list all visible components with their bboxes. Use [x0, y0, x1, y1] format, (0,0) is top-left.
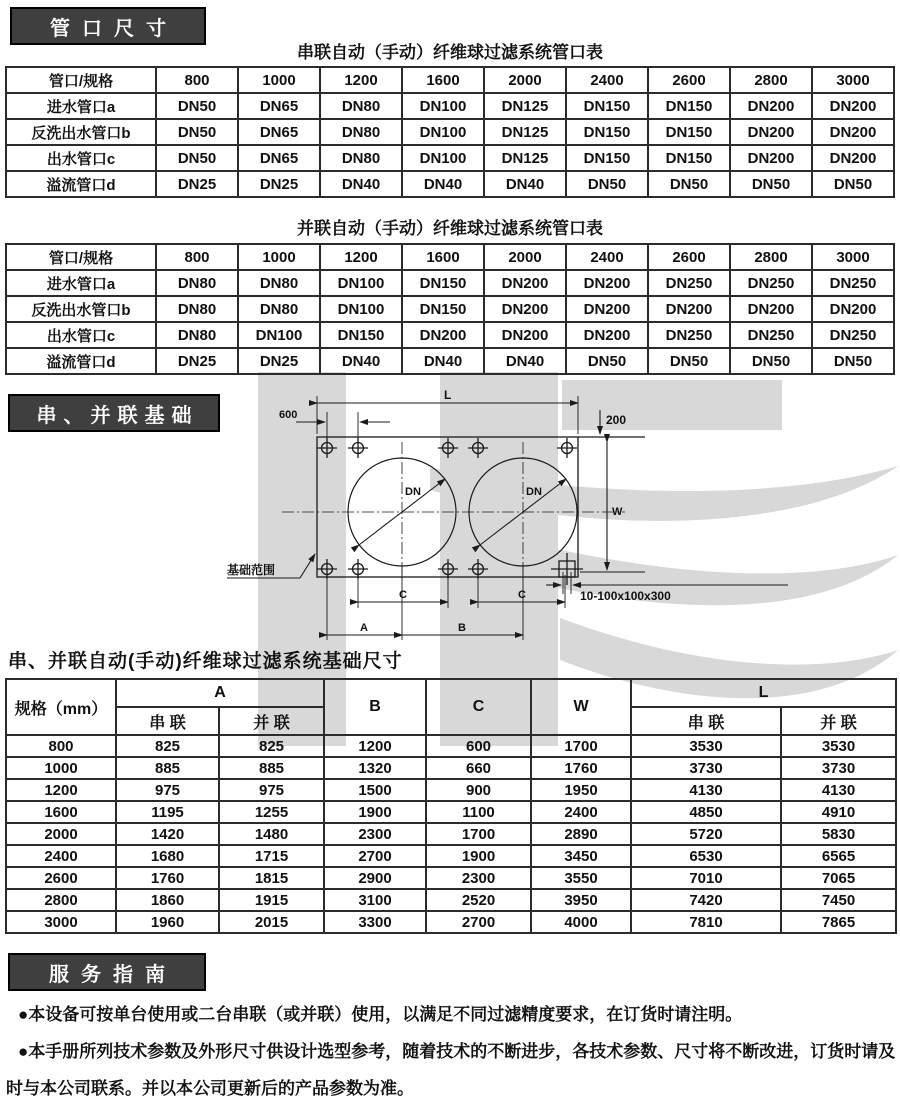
table-cell: DN250: [812, 322, 894, 348]
table-row: [6, 779, 896, 801]
section-badge-service-guide: 服务指南: [8, 953, 206, 991]
table-cell: 1915: [219, 889, 324, 911]
table-cell: 1715: [219, 845, 324, 867]
table-cell: 1100: [426, 801, 531, 823]
table-cell: 2300: [324, 823, 426, 845]
table-row: [6, 296, 894, 322]
table-cell: 975: [116, 779, 219, 801]
dim-label-W: W: [612, 506, 623, 518]
table-cell: DN150: [402, 296, 484, 322]
table-cell: DN250: [730, 322, 812, 348]
table-cell: DN150: [566, 145, 648, 171]
table-cell: 1200: [6, 779, 116, 801]
table-cell: 4000: [531, 911, 631, 933]
table-cell: DN40: [402, 348, 484, 374]
table-row: [6, 244, 894, 270]
foundation-outline: [317, 437, 645, 577]
table-cell: DN50: [648, 171, 730, 197]
table-cell: 1900: [324, 801, 426, 823]
table-row: [6, 757, 896, 779]
table-cell: 3300: [324, 911, 426, 933]
table-cell: DN80: [156, 270, 238, 296]
anchor-note-label: 10-100x100x300: [580, 589, 671, 603]
table-cell: DN150: [648, 119, 730, 145]
table-cell: 1255: [219, 801, 324, 823]
table-cell: DN50: [648, 348, 730, 374]
col-c: C: [426, 679, 531, 735]
table-cell: DN100: [238, 322, 320, 348]
table-cell: 出水管口c: [6, 145, 156, 171]
table-cell: 2520: [426, 889, 531, 911]
table-cell: DN25: [156, 171, 238, 197]
table-row: [6, 145, 894, 171]
table-cell: 1760: [116, 867, 219, 889]
table-cell: 4130: [631, 779, 781, 801]
table-cell: 2400: [531, 801, 631, 823]
table-cell: 出水管口c: [6, 322, 156, 348]
table-row: [6, 270, 894, 296]
table-cell: 825: [219, 735, 324, 757]
table-cell: 975: [219, 779, 324, 801]
table-cell: 2600: [6, 867, 116, 889]
table-cell: 1600: [402, 244, 484, 270]
table-cell: DN80: [238, 296, 320, 322]
dim-label-600: 600: [279, 409, 298, 421]
table-cell: 溢流管口d: [6, 348, 156, 374]
table-cell: DN80: [320, 93, 402, 119]
extension-lines: [317, 396, 578, 640]
table-cell: 800: [6, 735, 116, 757]
table-cell: 2700: [426, 911, 531, 933]
table-cell: DN50: [156, 145, 238, 171]
table-cell: DN200: [566, 270, 648, 296]
table-cell: 3730: [631, 757, 781, 779]
table-cell: DN200: [730, 119, 812, 145]
table-cell: DN25: [156, 348, 238, 374]
dim-label-C-right: C: [518, 589, 526, 601]
table-cell: DN50: [812, 171, 894, 197]
table-cell: 3950: [531, 889, 631, 911]
table-cell: 反洗出水管口b: [6, 119, 156, 145]
table-cell: 1200: [320, 244, 402, 270]
table-cell: DN100: [402, 93, 484, 119]
table-cell: 800: [156, 244, 238, 270]
table-cell: DN125: [484, 145, 566, 171]
table-row: [6, 119, 894, 145]
table-cell: 1000: [6, 757, 116, 779]
table-cell: 3450: [531, 845, 631, 867]
table-cell: 3550: [531, 867, 631, 889]
table-cell: 2600: [648, 244, 730, 270]
table-cell: 1600: [6, 801, 116, 823]
table-cell: DN100: [402, 119, 484, 145]
dim-label-C-left: C: [399, 589, 407, 601]
table-cell: 7865: [781, 911, 896, 933]
table-cell: DN50: [730, 171, 812, 197]
table-cell: 4910: [781, 801, 896, 823]
table-cell: DN80: [238, 270, 320, 296]
table-cell: 管口/规格: [6, 67, 156, 93]
col-l: L: [631, 679, 896, 707]
table-row: [6, 348, 894, 374]
table-cell: 2400: [6, 845, 116, 867]
table-cell: 4850: [631, 801, 781, 823]
table-cell: 1195: [116, 801, 219, 823]
table-cell: 1200: [320, 67, 402, 93]
table-cell: DN80: [156, 296, 238, 322]
table-cell: 660: [426, 757, 531, 779]
table-cell: 溢流管口d: [6, 171, 156, 197]
table2-title: 并联自动（手动）纤维球过滤系统管口表: [297, 219, 603, 238]
col-w: W: [531, 679, 631, 735]
table-cell: 1000: [238, 244, 320, 270]
table-cell: 1960: [116, 911, 219, 933]
table-cell: 885: [219, 757, 324, 779]
section-badge-port-size: 管口尺寸: [10, 7, 206, 45]
table-cell: DN150: [566, 93, 648, 119]
table-cell: 管口/规格: [6, 244, 156, 270]
table-cell: 1600: [402, 67, 484, 93]
table-cell: 3100: [324, 889, 426, 911]
dim-label-L: L: [444, 388, 452, 402]
foundation-dimension-table: [5, 678, 897, 934]
table-cell: 1760: [531, 757, 631, 779]
table-cell: 2000: [484, 244, 566, 270]
col-spec: 规格（mm）: [6, 679, 116, 735]
table-row: [6, 801, 896, 823]
table-cell: DN65: [238, 93, 320, 119]
table-cell: DN80: [320, 119, 402, 145]
table-cell: 1320: [324, 757, 426, 779]
table-row: [6, 67, 894, 93]
dim-label-200: 200: [606, 413, 627, 427]
table-row: [6, 322, 894, 348]
table1-title: 串联自动（手动）纤维球过滤系统管口表: [297, 43, 603, 62]
table-cell: DN25: [238, 171, 320, 197]
table-cell: DN250: [730, 270, 812, 296]
table-cell: 600: [426, 735, 531, 757]
table-cell: 1200: [324, 735, 426, 757]
table-cell: DN50: [812, 348, 894, 374]
col-l-parallel: 并 联: [781, 707, 896, 735]
dim-label-B: B: [458, 622, 466, 634]
table-cell: DN150: [320, 322, 402, 348]
table-cell: 6565: [781, 845, 896, 867]
table-cell: 2400: [566, 67, 648, 93]
table-cell: DN200: [566, 322, 648, 348]
table-cell: 2800: [6, 889, 116, 911]
table-cell: 1815: [219, 867, 324, 889]
foundation-leader-label: 基础范围: [227, 563, 276, 577]
table-cell: 7065: [781, 867, 896, 889]
service-note-1: ●本设备可按单台使用或二台串联（或并联）使用，以满足不同过滤精度要求，在订货时请注明。: [18, 1005, 743, 1024]
table-cell: 7450: [781, 889, 896, 911]
table-cell: DN40: [402, 171, 484, 197]
table-cell: 3000: [6, 911, 116, 933]
col-b: B: [324, 679, 426, 735]
table-cell: DN100: [402, 145, 484, 171]
table-cell: DN250: [648, 270, 730, 296]
table-cell: 1900: [426, 845, 531, 867]
table-cell: 2015: [219, 911, 324, 933]
port-table-parallel: [5, 243, 895, 375]
port-table-serial: [5, 66, 895, 198]
table-row: [6, 735, 896, 757]
table-cell: 反洗出水管口b: [6, 296, 156, 322]
table-cell: 2800: [730, 244, 812, 270]
table-cell: DN200: [402, 322, 484, 348]
col-a-serial: 串 联: [116, 707, 219, 735]
dim-label-DN-left: DN: [405, 486, 421, 498]
table-cell: DN200: [812, 119, 894, 145]
table-cell: DN40: [320, 348, 402, 374]
table-cell: 1950: [531, 779, 631, 801]
table-cell: 2600: [648, 67, 730, 93]
table-cell: 5720: [631, 823, 781, 845]
col-a: A: [116, 679, 324, 707]
table-cell: 6530: [631, 845, 781, 867]
table-cell: DN150: [402, 270, 484, 296]
table-cell: DN200: [566, 296, 648, 322]
table-cell: DN250: [812, 270, 894, 296]
table-cell: 进水管口a: [6, 93, 156, 119]
table-cell: DN100: [320, 270, 402, 296]
table-cell: DN25: [238, 348, 320, 374]
service-notes: [6, 996, 896, 1107]
table-row: [6, 911, 896, 933]
table-cell: DN200: [730, 93, 812, 119]
table-cell: DN50: [566, 348, 648, 374]
table-cell: DN200: [648, 296, 730, 322]
table-cell: 1860: [116, 889, 219, 911]
table-header-row: [6, 679, 896, 707]
table-cell: 3530: [781, 735, 896, 757]
table-row: [6, 93, 894, 119]
table-cell: 3000: [812, 67, 894, 93]
service-note-2: ●本手册所列技术参数及外形尺寸供设计选型参考，随着技术的不断进步，各技术参数、尺寸将不断改进，订货时请及时与本公司联系。并以本公司更新后的产品参数为准。: [6, 1042, 896, 1098]
table-cell: 7420: [631, 889, 781, 911]
table-cell: 7010: [631, 867, 781, 889]
table-cell: DN200: [484, 322, 566, 348]
table-cell: 2700: [324, 845, 426, 867]
table-cell: 1420: [116, 823, 219, 845]
table-cell: DN80: [156, 322, 238, 348]
table-cell: DN65: [238, 145, 320, 171]
col-l-serial: 串 联: [631, 707, 781, 735]
table-cell: DN200: [730, 145, 812, 171]
table-cell: DN200: [812, 93, 894, 119]
table-cell: 885: [116, 757, 219, 779]
table-cell: DN150: [566, 119, 648, 145]
table-cell: 进水管口a: [6, 270, 156, 296]
table-cell: DN125: [484, 93, 566, 119]
table-cell: DN200: [484, 270, 566, 296]
table-cell: DN40: [320, 171, 402, 197]
table-row: [6, 845, 896, 867]
table-cell: DN50: [156, 119, 238, 145]
table-cell: 825: [116, 735, 219, 757]
table-cell: 4130: [781, 779, 896, 801]
table-cell: DN100: [320, 296, 402, 322]
table-cell: 800: [156, 67, 238, 93]
table-cell: 5830: [781, 823, 896, 845]
table-cell: 3730: [781, 757, 896, 779]
table-cell: 2000: [6, 823, 116, 845]
table3-title: 串、并联自动(手动)纤维球过滤系统基础尺寸: [8, 651, 403, 672]
dimension-lines: [227, 403, 788, 635]
table-cell: DN150: [648, 93, 730, 119]
table-cell: 1680: [116, 845, 219, 867]
table-cell: 3530: [631, 735, 781, 757]
table-cell: 2890: [531, 823, 631, 845]
col-a-parallel: 并 联: [219, 707, 324, 735]
table-cell: 900: [426, 779, 531, 801]
table-cell: DN40: [484, 348, 566, 374]
table-cell: 1700: [531, 735, 631, 757]
table-cell: DN65: [238, 119, 320, 145]
table-cell: DN250: [648, 322, 730, 348]
table-cell: 3000: [812, 244, 894, 270]
table-cell: DN50: [156, 93, 238, 119]
table-cell: 1500: [324, 779, 426, 801]
table-cell: 7810: [631, 911, 781, 933]
table-row: [6, 823, 896, 845]
table-cell: DN50: [730, 348, 812, 374]
table-cell: 2300: [426, 867, 531, 889]
table-cell: 2800: [730, 67, 812, 93]
table-cell: DN200: [812, 296, 894, 322]
table-cell: 1000: [238, 67, 320, 93]
table-row: [6, 171, 894, 197]
anchor-bolts: [317, 438, 583, 585]
dimension-labels: [227, 388, 671, 634]
table-cell: DN150: [648, 145, 730, 171]
table-cell: 1480: [219, 823, 324, 845]
table-row: [6, 889, 896, 911]
dim-label-DN-right: DN: [526, 486, 542, 498]
table-cell: 2000: [484, 67, 566, 93]
table-cell: DN40: [484, 171, 566, 197]
table-cell: DN80: [320, 145, 402, 171]
table-cell: 2400: [566, 244, 648, 270]
table-cell: DN200: [730, 296, 812, 322]
table-row: [6, 867, 896, 889]
table-cell: DN200: [484, 296, 566, 322]
dim-label-A: A: [360, 622, 368, 634]
table-cell: DN125: [484, 119, 566, 145]
table-cell: 2900: [324, 867, 426, 889]
table-cell: DN50: [566, 171, 648, 197]
section-badge-foundation: 串、并联基础: [8, 394, 220, 432]
table-cell: DN200: [812, 145, 894, 171]
table-cell: 1700: [426, 823, 531, 845]
